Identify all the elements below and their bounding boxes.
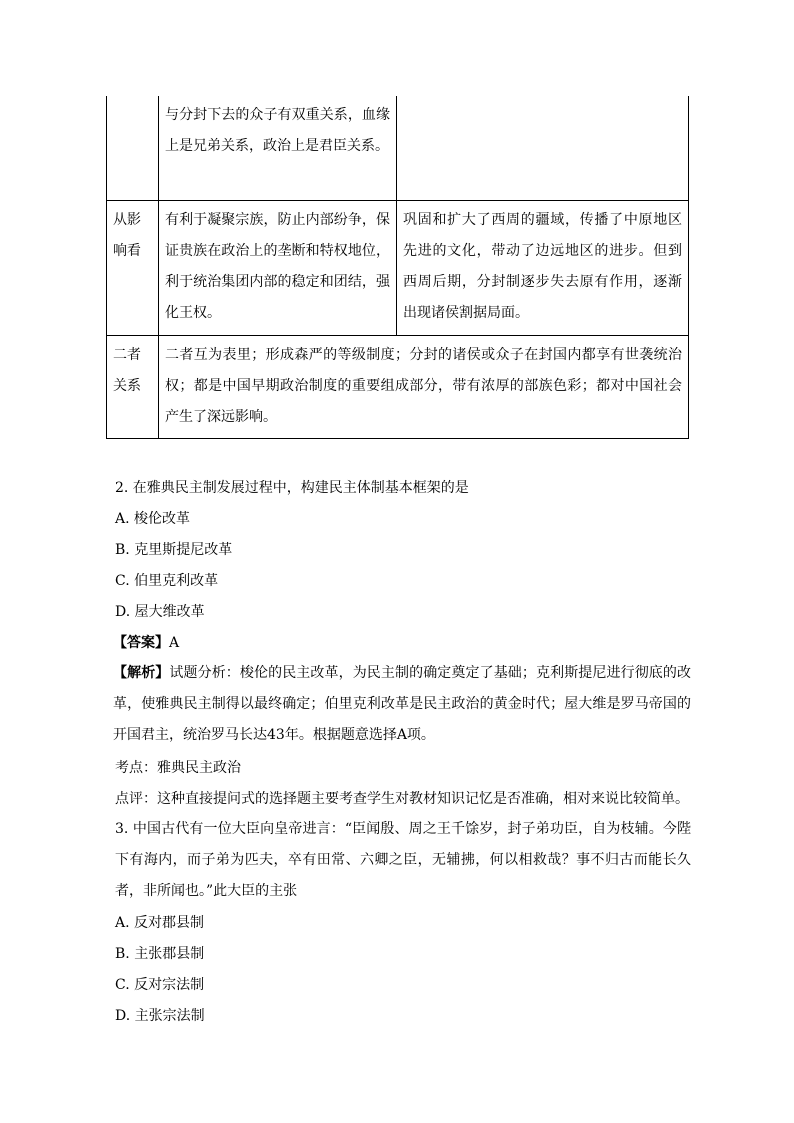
table-row bbox=[107, 96, 689, 201]
analysis-tag: 【解析】 bbox=[113, 665, 170, 681]
table-cell: 与分封下去的众子有双重关系，血缘上是兄弟关系，政治上是君臣关系。 bbox=[159, 96, 397, 201]
table-cell bbox=[397, 96, 689, 201]
table-cell-merged: 二者互为表里；形成森严的等级制度；分封的诸侯或众子在封国内都享有世袭统治权；都是中国早期政治制度的重要组成部分，带有浓厚的部族色彩；都对中国社会产生了深远影响。 bbox=[159, 336, 689, 439]
row-label bbox=[107, 96, 159, 201]
table-row bbox=[107, 201, 689, 336]
dianping-line: 点评：这种直接提问式的选择题主要考查学生对教材知识记忆是否准确，相对来说比较简单。 bbox=[115, 791, 689, 807]
option-b: B. 克里斯提尼改革 bbox=[115, 542, 233, 558]
analysis-text: 试题分析：梭伦的民主改革，为民主制的确定奠定了基础；克利斯提尼进行彻底的改革，使雅典民主制得以最终确定；伯里克利改革是民主政治的黄金时代；屋大维是罗马帝国的开国君主，统治罗马长达43年。根据题意选择A项。 bbox=[113, 665, 692, 743]
comparison-table bbox=[106, 96, 689, 439]
row-label: 二者关系 bbox=[107, 336, 159, 439]
row-label: 从影响看 bbox=[107, 201, 159, 336]
option-a: A. 梭伦改革 bbox=[115, 511, 191, 527]
kaodian-line: 考点：雅典民主政治 bbox=[115, 760, 241, 776]
analysis-paragraph bbox=[113, 658, 691, 751]
answer-tag: 【答案】 bbox=[113, 635, 169, 651]
option-d: D. 主张宗法制 bbox=[115, 1008, 205, 1024]
option-a: A. 反对郡县制 bbox=[115, 915, 205, 931]
answer-line bbox=[113, 633, 179, 653]
answer-value: A bbox=[169, 635, 180, 651]
question-2-stem: 2. 在雅典民主制发展过程中，构建民主体制基本框架的是 bbox=[115, 480, 469, 496]
table-row bbox=[107, 336, 689, 439]
table-cell: 巩固和扩大了西周的疆域，传播了中原地区先进的文化，带动了边远地区的进步。但到西周后期，分封制逐步失去原有作用，逐渐出现诸侯割据局面。 bbox=[397, 201, 689, 336]
option-d: D. 屋大维改革 bbox=[115, 604, 205, 620]
question-3-stem: 3. 中国古代有一位大臣向皇帝进言：“臣闻殷、周之王千馀岁，封子弟功臣，自为枝辅。今陛下有海内，而子弟为匹夫，卒有田常、六卿之臣，无辅拂，何以相救哉？事不归古而能长久者，非所闻也。”此大臣的主张 bbox=[115, 821, 691, 899]
table-cell: 有利于凝聚宗族，防止内部纷争，保证贵族在政治上的垄断和特权地位，利于统治集团内部的稳定和团结，强化王权。 bbox=[159, 201, 397, 336]
option-b: B. 主张郡县制 bbox=[115, 946, 205, 962]
option-c: C. 反对宗法制 bbox=[115, 977, 205, 993]
option-c: C. 伯里克利改革 bbox=[115, 573, 219, 589]
